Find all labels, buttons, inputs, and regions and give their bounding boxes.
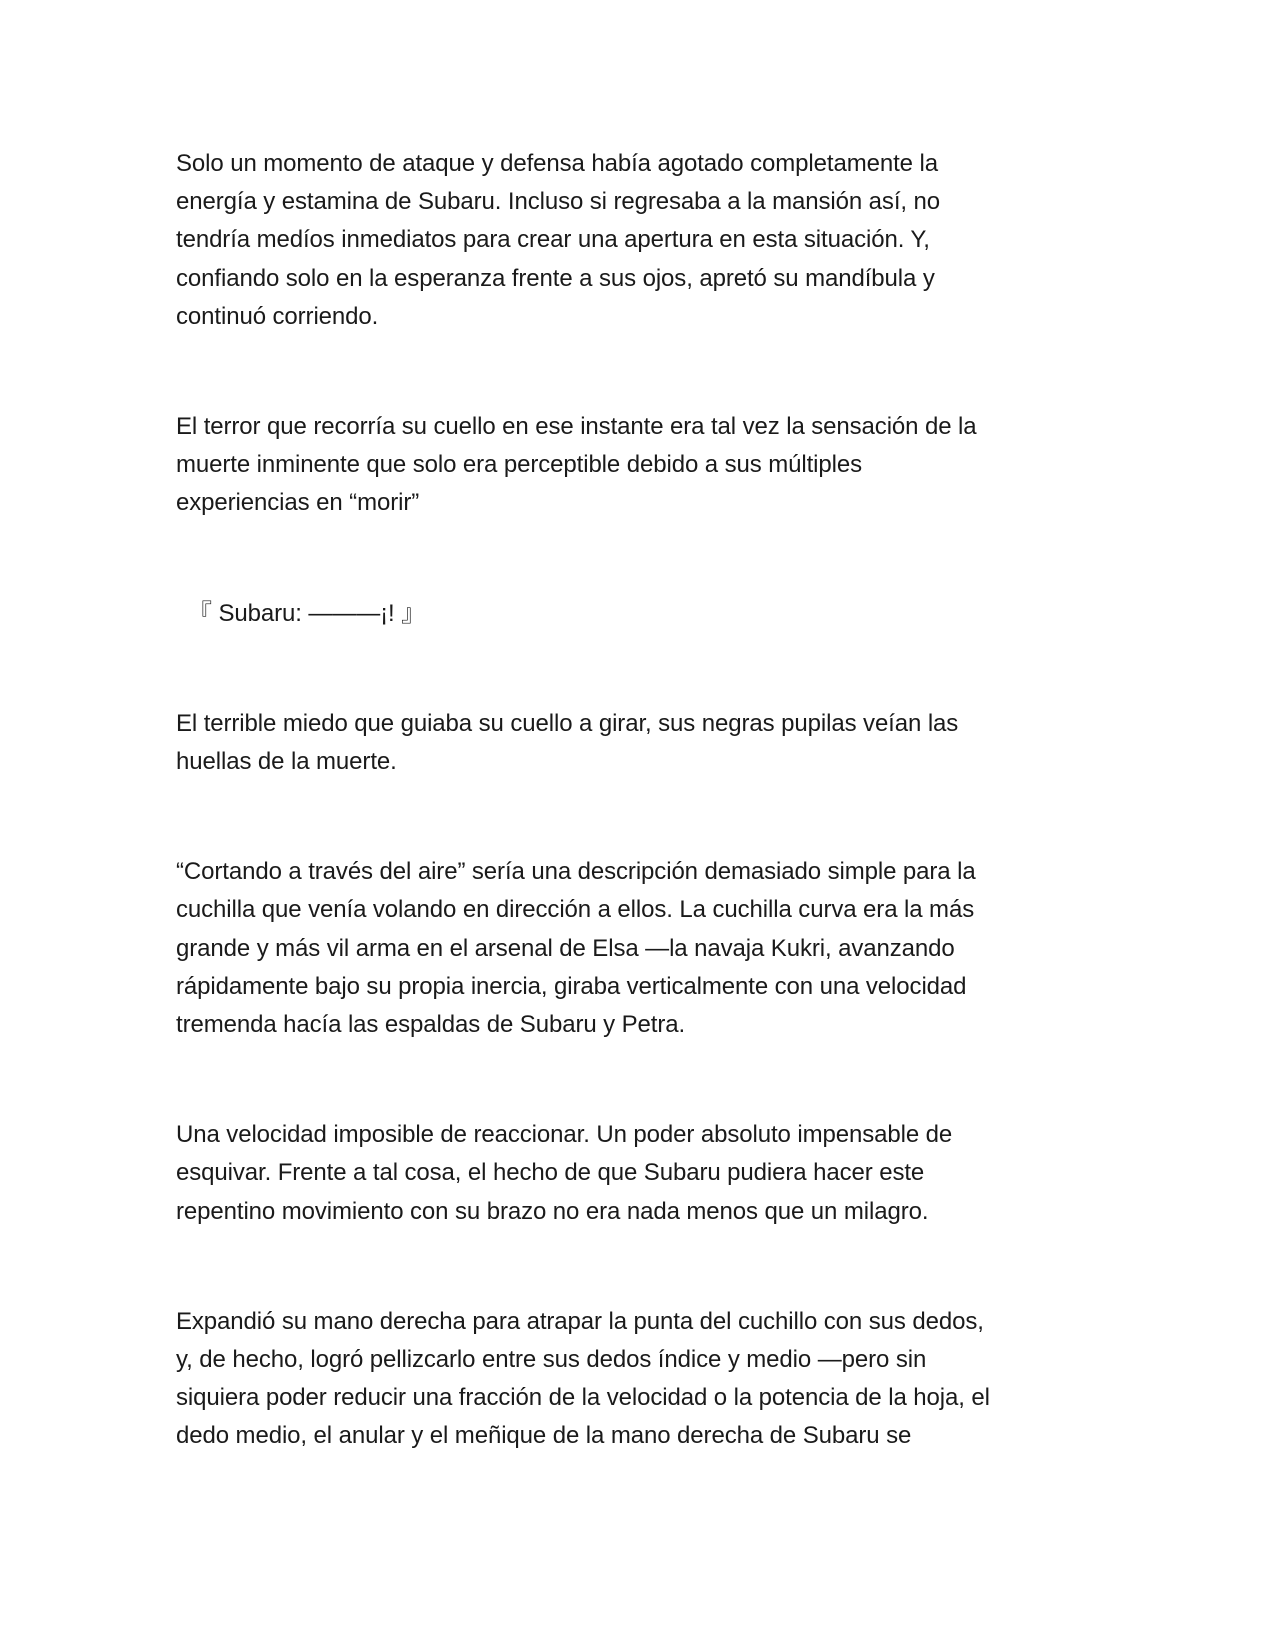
text-line: siquiera poder reducir una fracción de la velocidad o la potencia de la hoja, el [176, 1384, 990, 1412]
text-line: “Cortando a través del aire” sería una descripción demasiado simple para la [176, 858, 976, 886]
text-line: muerte inminente que solo era perceptible debido a sus múltiples [176, 451, 863, 479]
paragraph-1 [176, 145, 1106, 336]
paragraph-7 [176, 1303, 1106, 1456]
paragraph-6 [176, 1116, 1106, 1231]
text-line: esquivar. Frente a tal cosa, el hecho de que Subaru pudiera hacer este [176, 1159, 925, 1187]
paragraph-2 [176, 408, 1106, 523]
text-line: Una velocidad imposible de reaccionar. Un poder absoluto impensable de [176, 1121, 953, 1149]
text-line: confiando solo en la esperanza frente a sus ojos, apretó su mandíbula y [176, 264, 935, 292]
text-line: 『 Subaru: ———¡! 』 [188, 599, 426, 627]
text-line: grande y más vil arma en el arsenal de Elsa —la navaja Kukri, avanzando [176, 934, 955, 962]
text-line: El terrible miedo que guiaba su cuello a girar, sus negras pupilas veían las [176, 709, 959, 737]
text-line: energía y estamina de Subaru. Incluso si regresaba a la mansión así, no [176, 188, 941, 216]
text-line: continuó corriendo. [176, 302, 379, 330]
text-line: experiencias en “morir” [176, 489, 420, 517]
text-line: rápidamente bajo su propia inercia, giraba verticalmente con una velocidad [176, 972, 967, 1000]
document-body [176, 145, 1106, 1528]
paragraph-5 [176, 853, 1106, 1044]
text-line: dedo medio, el anular y el meñique de la mano derecha de Subaru se [176, 1422, 912, 1450]
text-line: repentino movimiento con su brazo no era nada menos que un milagro. [176, 1197, 929, 1225]
text-line: tremenda hacía las espaldas de Subaru y Petra. [176, 1011, 686, 1039]
text-line: Solo un momento de ataque y defensa había agotado completamente la [176, 150, 938, 177]
text-line: cuchilla que venía volando en dirección a ellos. La cuchilla curva era la más [176, 896, 975, 924]
paragraph-4 [176, 705, 1106, 781]
dialogue-line [176, 595, 1106, 633]
text-line: y, de hecho, logró pellizcarlo entre sus dedos índice y medio —pero sin [176, 1346, 927, 1374]
text-line: Expandió su mano derecha para atrapar la punta del cuchillo con sus dedos, [176, 1307, 984, 1335]
text-line: huellas de la muerte. [176, 748, 397, 776]
text-line: tendría medíos inmediatos para crear una apertura en esta situación. Y, [176, 226, 930, 254]
text-line: El terror que recorría su cuello en ese instante era tal vez la sensación de la [176, 413, 977, 441]
